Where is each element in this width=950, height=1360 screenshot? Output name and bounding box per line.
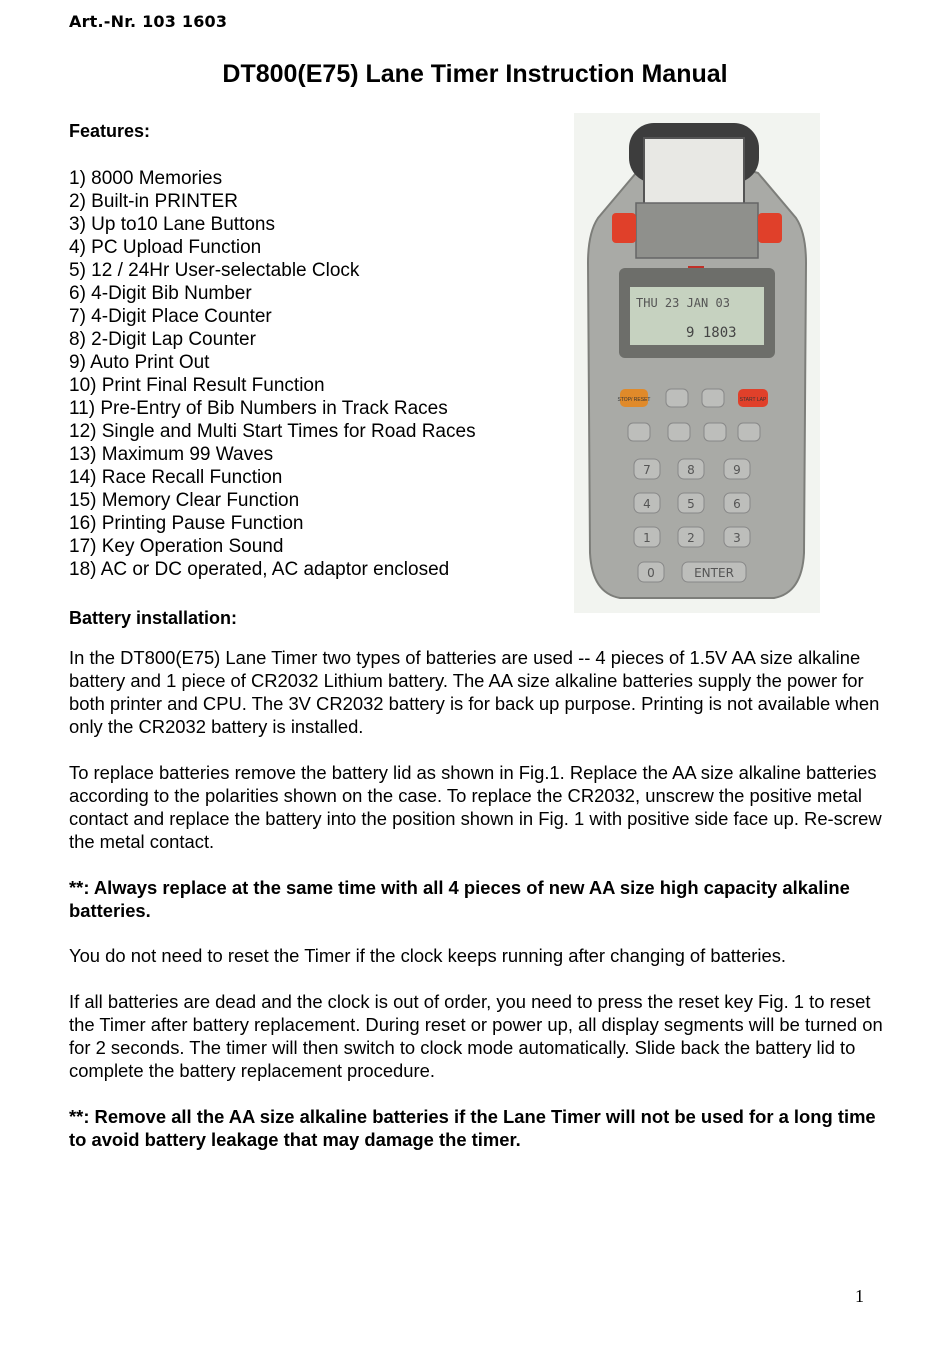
list-item: 2) Built-in PRINTER — [69, 191, 238, 212]
key-0: 0 — [647, 566, 655, 580]
key-1: 1 — [643, 531, 651, 545]
list-item: 7) 4-Digit Place Counter — [69, 306, 272, 327]
page-number: 1 — [855, 1286, 864, 1306]
battery-paragraph-3: You do not need to reset the Timer if the clock keeps running after changing of batteries. — [69, 945, 787, 966]
battery-paragraph-1: In the DT800(E75) Lane Timer two types of batteries are used -- 4 pieces of 1.5V AA size alkaline battery and 1 piece of CR2032 Lithium battery. The AA size alkaline batteries supply the power for both printer and CPU. The 3V CR2032 battery is for back up purpose. Printing is not available when only the CR2032 battery is installed. — [69, 647, 880, 737]
list-item: 8) 2-Digit Lap Counter — [69, 329, 256, 350]
features-list — [69, 167, 476, 581]
battery-heading: Battery installation: — [69, 608, 238, 628]
key-4: 4 — [643, 497, 651, 511]
enter-key: ENTER — [694, 566, 734, 580]
list-item: 1) 8000 Memories — [69, 168, 223, 189]
battery-note-1: **: Always replace at the same time with all 4 pieces of new AA size high capacity alkaline batteries. — [69, 877, 850, 921]
battery-note-2: **: Remove all the AA size alkaline batteries if the Lane Timer will not be used for a long time to avoid battery leakage that may damage the timer. — [69, 1106, 876, 1150]
list-item: 5) 12 / 24Hr User-selectable Clock — [69, 260, 360, 281]
list-item: 6) 4-Digit Bib Number — [69, 283, 252, 304]
red-side-button-left — [612, 213, 636, 243]
list-item: 14) Race Recall Function — [69, 467, 283, 488]
key-8: 8 — [687, 463, 695, 477]
list-item: 16) Printing Pause Function — [69, 513, 304, 534]
article-number: Art.-Nr. 103 1603 — [69, 12, 228, 31]
list-item: 4) PC Upload Function — [69, 237, 262, 258]
list-item: 3) Up to10 Lane Buttons — [69, 214, 275, 235]
list-item: 9) Auto Print Out — [69, 352, 210, 373]
start-lap-key: START LAP — [739, 397, 767, 403]
display-time-text: 9 1803 — [686, 325, 737, 341]
key-7: 7 — [643, 463, 651, 477]
list-item: 13) Maximum 99 Waves — [69, 444, 274, 465]
list-item: 12) Single and Multi Start Times for Road Races — [69, 421, 476, 442]
page-title: DT800(E75) Lane Timer Instruction Manual — [222, 60, 728, 88]
stop-reset-key: STOP/ RESET — [617, 397, 651, 403]
features-heading: Features: — [69, 121, 151, 141]
list-item: 17) Key Operation Sound — [69, 536, 284, 557]
red-side-button-right — [758, 213, 782, 243]
key-2: 2 — [687, 531, 695, 545]
list-item: 11) Pre-Entry of Bib Numbers in Track Races — [69, 398, 448, 419]
battery-paragraph-4: If all batteries are dead and the clock is out of order, you need to press the reset key Fig. 1 to reset the Timer after battery replacement. During reset or power up, all display segments will be turned on for 2 seconds. The timer will then switch to clock mode automatically. Slide back the battery lid to complete the battery replacement procedure. — [69, 991, 883, 1081]
key-3: 3 — [733, 531, 741, 545]
key-5: 5 — [687, 497, 695, 511]
display-date-text: THU 23 JAN 03 — [636, 296, 730, 310]
list-item: 18) AC or DC operated, AC adaptor enclosed — [69, 559, 450, 580]
list-item: 15) Memory Clear Function — [69, 490, 300, 511]
key-9: 9 — [733, 463, 741, 477]
lane-timer-photo — [574, 113, 820, 613]
key-6: 6 — [733, 497, 741, 511]
list-item: 10) Print Final Result Function — [69, 375, 325, 396]
battery-paragraph-2: To replace batteries remove the battery lid as shown in Fig.1. Replace the AA size alkaline batteries according to the polarities shown on the case. To replace the CR2032, unscrew the positive metal contact and replace the battery into the position shown in Fig. 1 with positive side face up. Re-screw the metal contact. — [69, 762, 882, 852]
